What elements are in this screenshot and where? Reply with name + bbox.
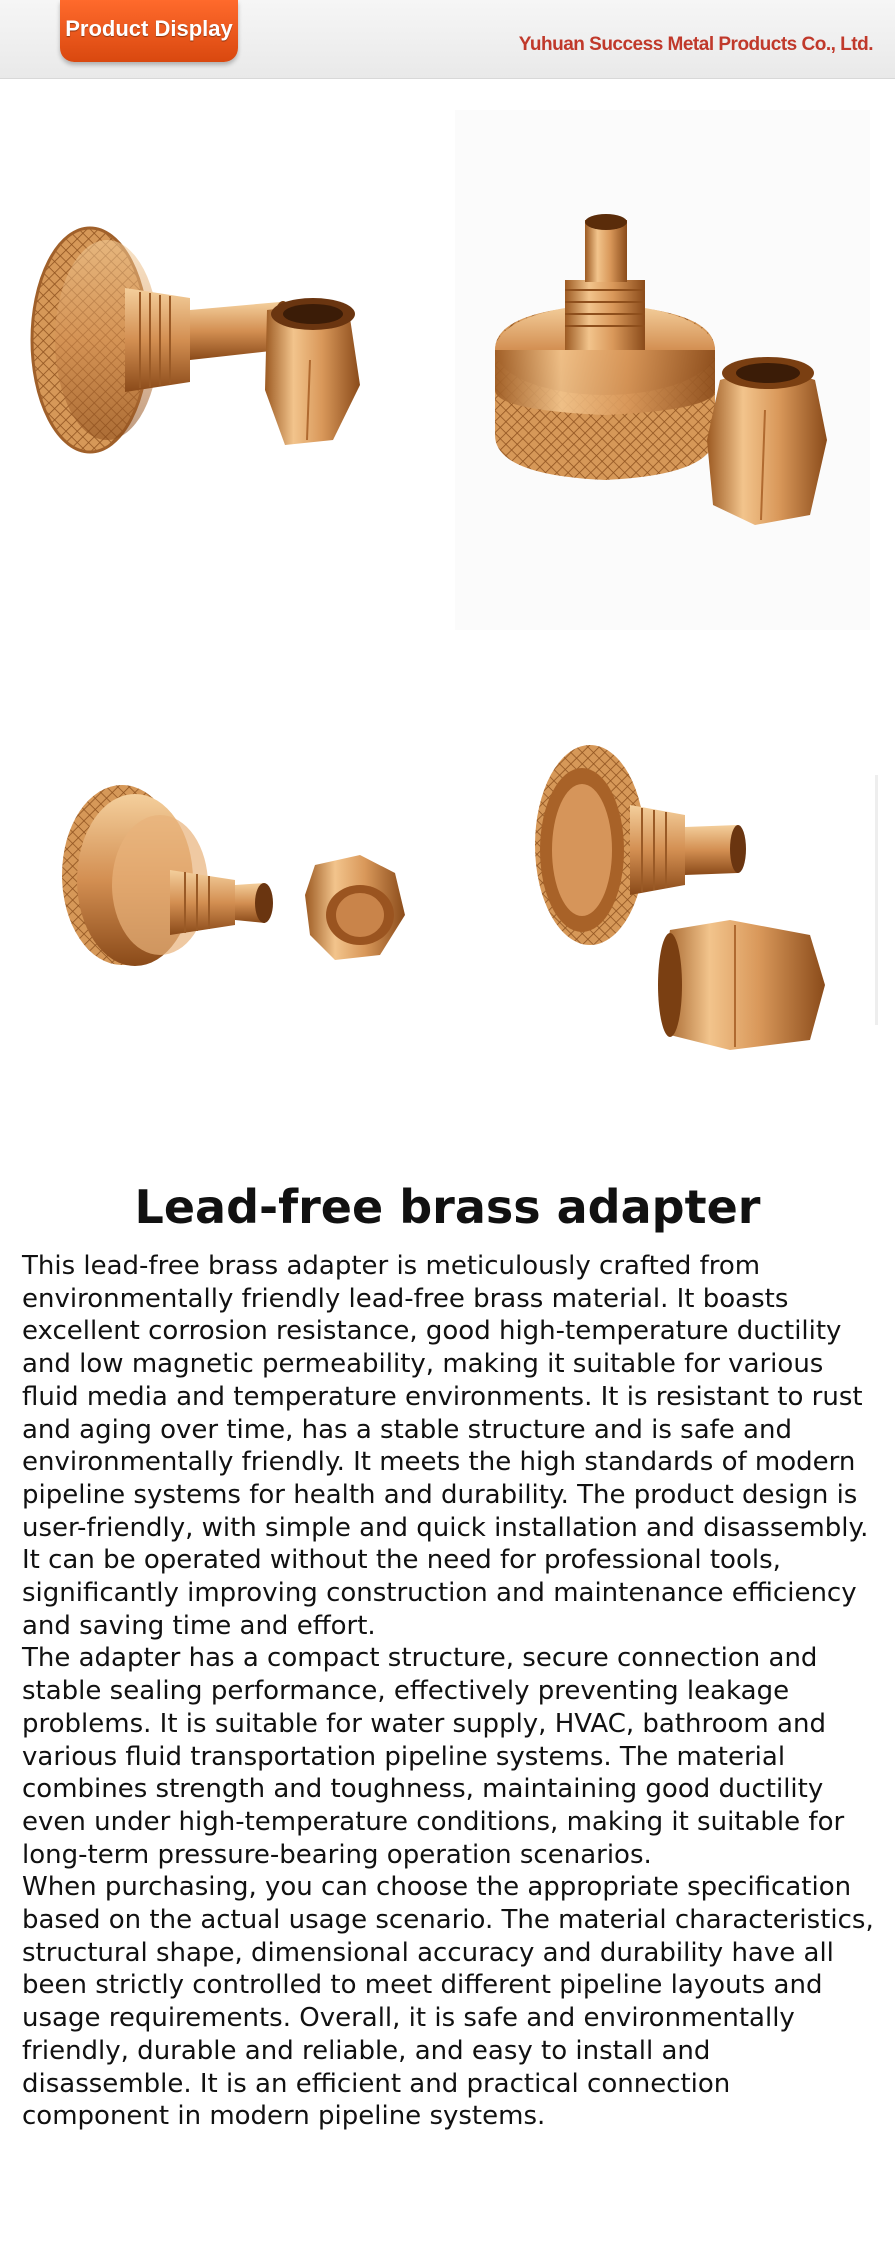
section-tab-label: Product Display [65,16,233,41]
product-photo-4 [520,735,880,1075]
article-paragraph-1: This lead-free brass adapter is meticulously crafted from environmentally friendly lead-free brass material. It boasts excellent corrosion resistance, good high-temperature ductility and low magnetic permeability, making it suitable for various fluid media and temperature environments. It is resistant to rust and aging over time, has a stable structure and is safe and environmentally friendly. It meets the high standards of modern pipeline systems for health and durability. The product design is user-friendly, with simple and quick installation and disassembly. It can be operated without the need for professional tools, significantly improving construction and maintenance efficiency and saving time and effort. [22,1251,869,1641]
article-title: Lead-free brass adapter [134,1180,761,1234]
article-paragraph-3: When purchasing, you can choose the appropriate specification based on the actual usage scenario. The material characteristics, structural shape, dimensional accuracy and durability have all been strictly controlled to meet different pipeline layouts and usage requirements. Overall, it is safe and environmentally friendly, durable and reliable, and easy to install and disassemble. It is an efficient and practical connection component in modern pipeline systems. [22,1872,874,2132]
article-body [22,1250,878,2133]
product-photo-2 [455,110,870,630]
product-photo-3 [50,775,450,1015]
company-name: Yuhuan Success Metal Products Co., Ltd. [518,34,873,55]
article-paragraph-2: The adapter has a compact structure, secure connection and stable sealing performance, effectively preventing leakage problems. It is suitable for water supply, HVAC, bathroom and various fluid transportation pipeline systems. The material combines strength and toughness, maintaining good ductility even under high-temperature conditions, making it suitable for long-term pressure-bearing operation scenarios. [22,1643,845,1870]
section-tab [60,0,238,62]
page-header [0,0,895,79]
product-photo-1 [15,210,415,470]
